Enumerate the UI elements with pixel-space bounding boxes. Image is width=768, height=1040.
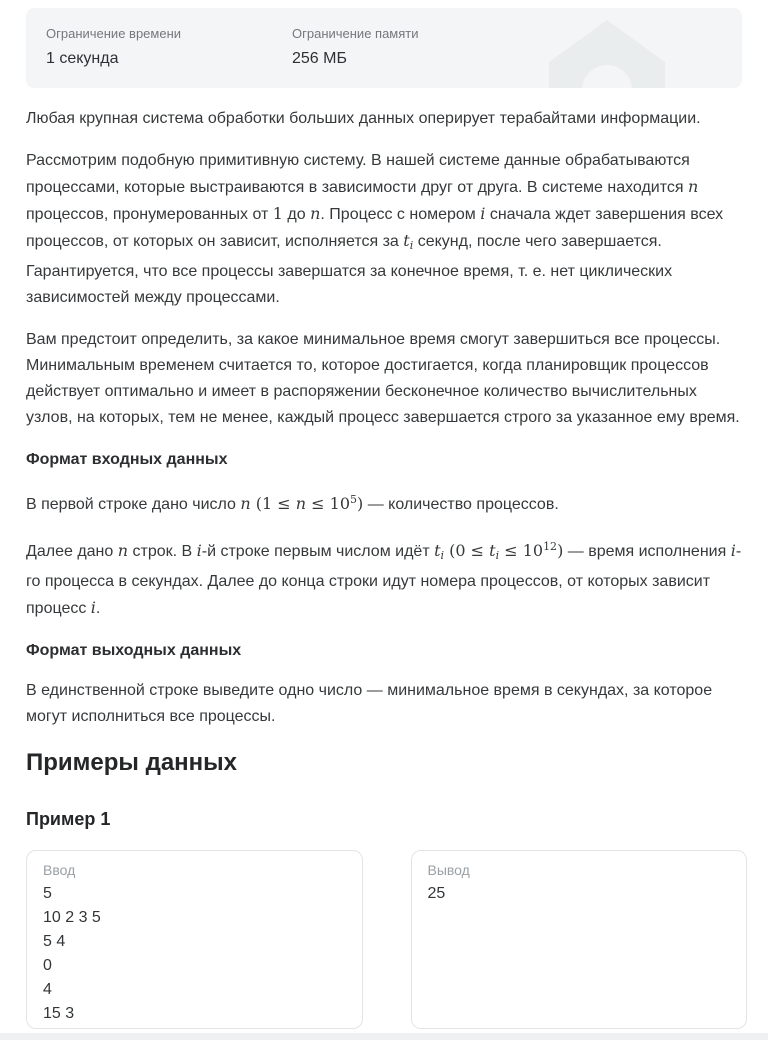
- memory-limit-label: Ограничение памяти: [292, 26, 419, 41]
- output-format-paragraph: В единственной строке выведите одно число — минимальное время в секундах, за которое могут исполниться все процессы.: [26, 682, 713, 725]
- output-format-heading: Формат выходных данных: [26, 642, 242, 659]
- sample-input-content: 5 10 2 3 5 5 4 0 4 15 3: [43, 885, 101, 1022]
- time-limit-value: 1 секунда: [46, 50, 119, 67]
- example-1-title: Пример 1: [26, 809, 111, 829]
- memory-limit-value: 256 МБ: [292, 50, 347, 67]
- problem-statement-text: [26, 106, 742, 730]
- task-paragraph: Вам предстоит определить, за какое минимальное время смогут завершиться все процессы. Минимальным временем считается то, которое достигается, когда планировщик процессов действует оптимально и имеет в распоряжении бесконечное количество вычислительных узлов, на которых, тем не менее, каждый процесс завершается строго за указанное ему время.: [26, 331, 740, 426]
- memory-limit-block: [292, 26, 538, 88]
- intro-paragraph: Любая крупная система обработки больших данных оперирует терабайтами информации.: [26, 110, 701, 127]
- example-1-io-grid: [26, 850, 747, 1029]
- next-section-edge: [0, 1033, 768, 1040]
- system-description-paragraph: Рассмотрим подобную примитивную систему. В нашей системе данные обрабатываются процессами, которые выстраиваются в зависимости друг от друга. В системе находится n процессов, пронумерованных от 1 до n. Процесс с номером i сначала ждет завершения всех процессов, от которых он зависит, исполняется за ti секунд, после чего завершается. Гарантируется, что все процессы завершатся за конечное время, т. е. нет циклических зависимостей между процессами.: [26, 152, 724, 306]
- time-limit-label: Ограничение времени: [46, 26, 182, 41]
- input-format-paragraph-2: Далее дано n строк. В i-й строке первым числом идёт ti (0 ≤ ti ≤ $10^{12}$) — время исполнения i-го процесса в секундах. Далее до конца строки идут номера процессов, от которых зависит процесс i.: [26, 540, 742, 617]
- input-format-heading: Формат входных данных: [26, 451, 228, 468]
- problem-statement-page: [0, 8, 768, 1040]
- sample-output-content: 25: [427, 885, 446, 902]
- sample-input-box: [26, 850, 363, 1029]
- sample-input-label: Ввод: [43, 862, 76, 878]
- sample-output-box: [411, 850, 748, 1029]
- input-format-paragraph-1: В первой строке дано число n $(1 \le n \le 10^5)$ — количество процессов.: [26, 493, 559, 513]
- limits-card: [26, 8, 742, 88]
- time-limit-block: [46, 26, 292, 88]
- samples-section-title: Примеры данных: [26, 749, 238, 776]
- sample-output-label: Вывод: [427, 862, 470, 878]
